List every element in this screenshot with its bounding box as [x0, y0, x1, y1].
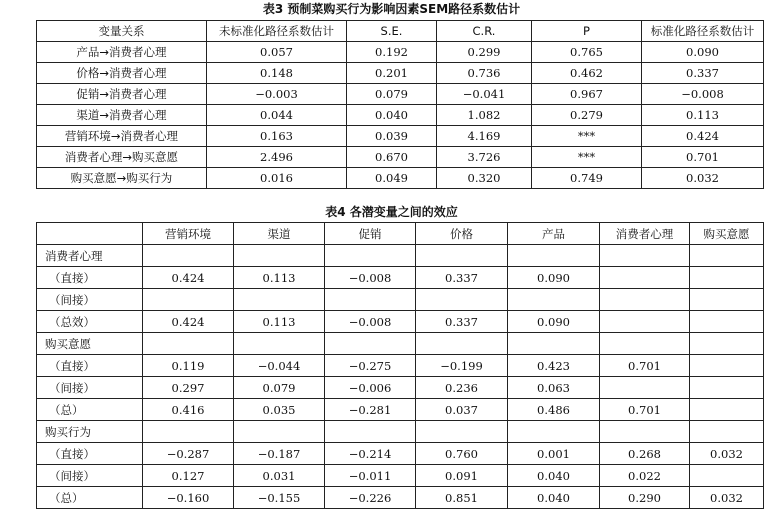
table4-cell	[690, 421, 764, 443]
table3-row-label: 营销环境→消费者心理	[37, 126, 207, 147]
table3-row	[37, 42, 764, 63]
table4-cell: 0.297	[143, 377, 234, 399]
table4-cell	[508, 245, 600, 267]
table4-cell: 0.119	[143, 355, 234, 377]
table4-row-label: （间接）	[37, 465, 143, 487]
table4-cell	[508, 333, 600, 355]
table3-cell: 0.670	[347, 147, 437, 168]
table4-cell: 0.851	[416, 487, 508, 509]
table4-row	[37, 311, 764, 333]
table4-row	[37, 333, 764, 355]
table3-cell: 0.090	[642, 42, 764, 63]
table4-cell	[600, 245, 690, 267]
table4-cell	[600, 377, 690, 399]
table4-cell: −0.287	[143, 443, 234, 465]
table3-cell: −0.041	[437, 84, 532, 105]
table3-cell: 0.462	[532, 63, 642, 84]
table4-cell: 0.268	[600, 443, 690, 465]
table4-row-label: （间接）	[37, 377, 143, 399]
table3-cell: 0.163	[207, 126, 347, 147]
table3-cell: 0.279	[532, 105, 642, 126]
table4-row-label: （直接）	[37, 267, 143, 289]
table4-cell	[690, 267, 764, 289]
table3-cell: 0.039	[347, 126, 437, 147]
table4-cell	[325, 333, 416, 355]
table3-row	[37, 63, 764, 84]
table4-cell: 0.423	[508, 355, 600, 377]
table3-cell: 0.192	[347, 42, 437, 63]
table4-cell: 0.040	[508, 487, 600, 509]
table4-header-cell	[37, 223, 143, 245]
table4-cell: 0.022	[600, 465, 690, 487]
table4-cell: 0.236	[416, 377, 508, 399]
table4-cell: 0.031	[234, 465, 325, 487]
sem-path-coefficient-table	[36, 20, 764, 189]
table4-cell: −0.275	[325, 355, 416, 377]
table4-cell	[416, 245, 508, 267]
table4-cell	[234, 421, 325, 443]
table4-header-cell: 价格	[416, 223, 508, 245]
table4-row	[37, 377, 764, 399]
table4-cell: 0.113	[234, 267, 325, 289]
table3-cell: ***	[532, 147, 642, 168]
table3-cell: 0.148	[207, 63, 347, 84]
table4-cell: −0.281	[325, 399, 416, 421]
table3-row	[37, 105, 764, 126]
table4-cell	[325, 421, 416, 443]
table3-cell: 0.044	[207, 105, 347, 126]
table4-cell	[600, 311, 690, 333]
table3-header-row	[37, 21, 764, 42]
table4-cell	[690, 399, 764, 421]
table4-cell	[600, 289, 690, 311]
table3-header-cell: 标准化路径系数估计	[642, 21, 764, 42]
table4-cell	[234, 289, 325, 311]
table4-row-label: 购买意愿	[37, 333, 143, 355]
table3-row	[37, 126, 764, 147]
table3-cell: 0.040	[347, 105, 437, 126]
table4-cell	[690, 245, 764, 267]
table4-cell	[690, 355, 764, 377]
table3-cell: 0.967	[532, 84, 642, 105]
table4-row	[37, 245, 764, 267]
table4-cell	[416, 333, 508, 355]
table4-cell	[416, 421, 508, 443]
table4-cell: −0.160	[143, 487, 234, 509]
table4-cell	[600, 267, 690, 289]
table3-cell: 3.726	[437, 147, 532, 168]
table4-cell: −0.214	[325, 443, 416, 465]
table4-cell	[508, 289, 600, 311]
table3-cell: 0.049	[347, 168, 437, 189]
table3-row-label: 消费者心理→购买意愿	[37, 147, 207, 168]
table4-cell: −0.006	[325, 377, 416, 399]
table3-cell: 2.496	[207, 147, 347, 168]
table3-header-cell: 未标准化路径系数估计	[207, 21, 347, 42]
table3-cell: 4.169	[437, 126, 532, 147]
table4-cell	[143, 289, 234, 311]
table4-cell: 0.032	[690, 487, 764, 509]
table3-cell: 0.016	[207, 168, 347, 189]
table3-row-label: 购买意愿→购买行为	[37, 168, 207, 189]
table3-row-label: 渠道→消费者心理	[37, 105, 207, 126]
table3-cell: 0.424	[642, 126, 764, 147]
table4-cell: −0.155	[234, 487, 325, 509]
table4-cell	[234, 245, 325, 267]
table3-cell: 0.701	[642, 147, 764, 168]
table4-row-label: （总效）	[37, 311, 143, 333]
table4-header-cell: 消费者心理	[600, 223, 690, 245]
table4-cell: 0.035	[234, 399, 325, 421]
table4-cell	[325, 245, 416, 267]
table4-row	[37, 267, 764, 289]
table4-cell: −0.044	[234, 355, 325, 377]
table3-cell: ***	[532, 126, 642, 147]
table3-cell: 0.320	[437, 168, 532, 189]
table4-cell: 0.090	[508, 311, 600, 333]
table3-cell: 0.337	[642, 63, 764, 84]
table3-header-cell: C.R.	[437, 21, 532, 42]
table4-cell: 0.486	[508, 399, 600, 421]
table3-cell: −0.003	[207, 84, 347, 105]
table4-cell	[690, 289, 764, 311]
table4-header-cell: 营销环境	[143, 223, 234, 245]
table4-header-cell: 产品	[508, 223, 600, 245]
table4-cell: 0.416	[143, 399, 234, 421]
table4-row-label: 消费者心理	[37, 245, 143, 267]
table3-row-label: 产品→消费者心理	[37, 42, 207, 63]
table3-row-label: 价格→消费者心理	[37, 63, 207, 84]
table4-header-cell: 渠道	[234, 223, 325, 245]
table4-cell: 0.290	[600, 487, 690, 509]
table4-cell: 0.037	[416, 399, 508, 421]
table3-cell: 0.057	[207, 42, 347, 63]
table4-cell: 0.063	[508, 377, 600, 399]
table4-cell: −0.011	[325, 465, 416, 487]
table4-row	[37, 289, 764, 311]
table4-row-label: （直接）	[37, 443, 143, 465]
table3-row-label: 促销→消费者心理	[37, 84, 207, 105]
table3-row	[37, 147, 764, 168]
table4-caption: 表4 各潜变量之间的效应	[325, 205, 458, 219]
table4-cell: 0.424	[143, 311, 234, 333]
table4-cell	[143, 245, 234, 267]
table3-cell: 1.082	[437, 105, 532, 126]
table4-cell: 0.701	[600, 399, 690, 421]
table4-row-label: （总）	[37, 399, 143, 421]
table4-cell	[690, 377, 764, 399]
table4-cell: 0.424	[143, 267, 234, 289]
table4-row	[37, 421, 764, 443]
table4-cell: 0.090	[508, 267, 600, 289]
table4-cell: 0.032	[690, 443, 764, 465]
table4-cell: 0.040	[508, 465, 600, 487]
table4-cell	[325, 289, 416, 311]
table4-cell	[690, 311, 764, 333]
table4-cell: −0.008	[325, 267, 416, 289]
table4-cell	[690, 333, 764, 355]
table4-row	[37, 487, 764, 509]
table4-cell: 0.760	[416, 443, 508, 465]
table4-row	[37, 465, 764, 487]
table4-row	[37, 355, 764, 377]
table4-cell	[143, 421, 234, 443]
table3-cell: 0.299	[437, 42, 532, 63]
table4-header-cell: 购买意愿	[690, 223, 764, 245]
table3-cell: 0.032	[642, 168, 764, 189]
table4-cell: −0.008	[325, 311, 416, 333]
table4-row-label: （直接）	[37, 355, 143, 377]
table4-row-label: （总）	[37, 487, 143, 509]
table3-cell: 0.765	[532, 42, 642, 63]
table4-header-cell: 促销	[325, 223, 416, 245]
table4-cell	[690, 465, 764, 487]
table4-row-label: （间接）	[37, 289, 143, 311]
table4-cell: 0.091	[416, 465, 508, 487]
table3-cell: 0.201	[347, 63, 437, 84]
table3-row	[37, 84, 764, 105]
table4-cell: 0.113	[234, 311, 325, 333]
table3-header-cell: S.E.	[347, 21, 437, 42]
table3-cell: −0.008	[642, 84, 764, 105]
table4-cell	[600, 421, 690, 443]
table4-cell: 0.337	[416, 267, 508, 289]
table4-cell: −0.226	[325, 487, 416, 509]
table4-cell: −0.187	[234, 443, 325, 465]
table3-caption: 表3 预制菜购买行为影响因素SEM路径系数估计	[262, 2, 521, 16]
table4-header-row	[37, 223, 764, 245]
table3-cell: 0.113	[642, 105, 764, 126]
table4-row	[37, 443, 764, 465]
table4-row-label: 购买行为	[37, 421, 143, 443]
table3-cell: 0.749	[532, 168, 642, 189]
table3-row	[37, 168, 764, 189]
table4-cell: 0.079	[234, 377, 325, 399]
table4-cell: 0.337	[416, 311, 508, 333]
latent-variable-effects-table	[36, 222, 764, 509]
table4-cell	[143, 333, 234, 355]
table4-cell	[508, 421, 600, 443]
table4-row	[37, 399, 764, 421]
table4-cell	[234, 333, 325, 355]
table4-cell	[416, 289, 508, 311]
table4-cell: 0.127	[143, 465, 234, 487]
table3-cell: 0.736	[437, 63, 532, 84]
table3-cell: 0.079	[347, 84, 437, 105]
table3-header-cell: P	[532, 21, 642, 42]
table4-cell	[600, 333, 690, 355]
table4-cell: 0.001	[508, 443, 600, 465]
table4-cell: −0.199	[416, 355, 508, 377]
table3-header-cell: 变量关系	[37, 21, 207, 42]
table4-cell: 0.701	[600, 355, 690, 377]
